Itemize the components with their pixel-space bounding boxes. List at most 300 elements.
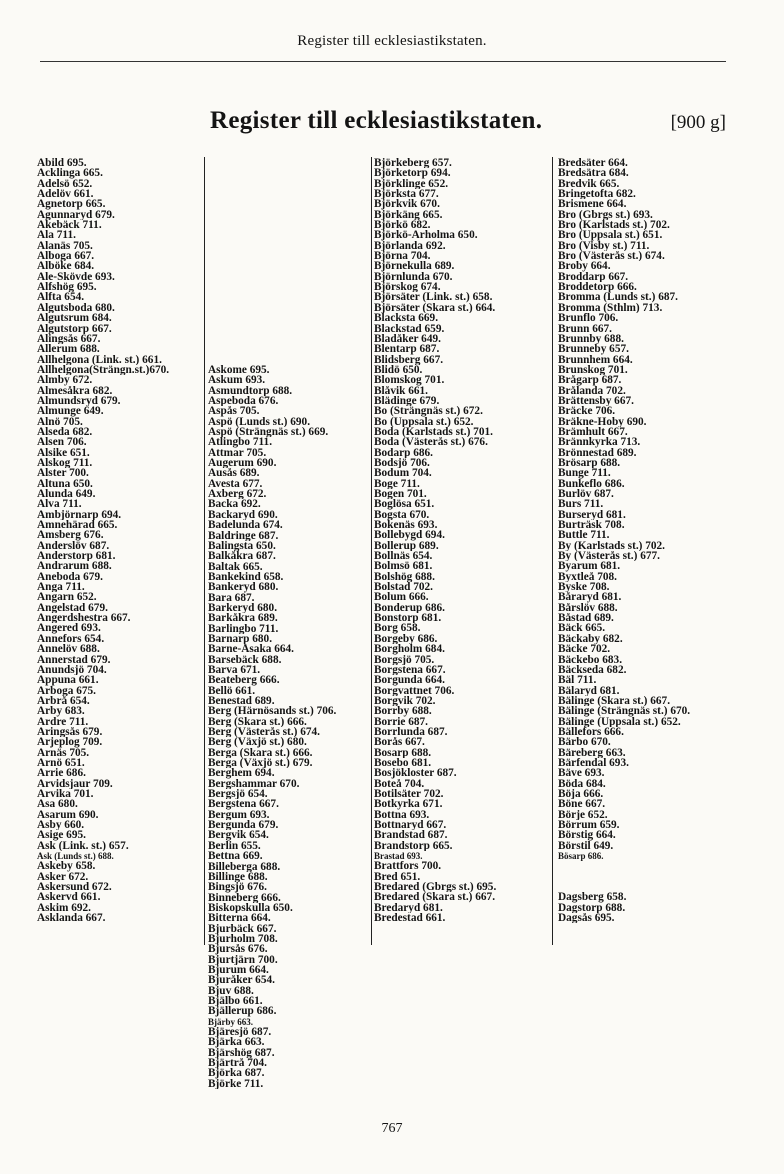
index-entry: Bjuv 688. [208,985,254,996]
index-entry: Bunge 711. [558,468,611,479]
index-entry: Bankekind 658. [208,571,284,583]
index-entry: Backa 692. [208,499,261,510]
index-entry: Asa 680. [37,799,78,810]
index-entry: Algutstorp 667. [37,323,112,334]
index-entry: Bodarp 686. [374,447,434,458]
index-entry: Alunda 649. [37,489,96,500]
index-entry: Bjuråker 654. [208,975,275,986]
index-entry: Björkö-Arholma 650. [374,230,478,241]
index-entry: Arby 683. [37,706,85,717]
index-entry: Askim 692. [37,902,91,914]
index-entry: Ale-Skövde 693. [37,271,115,283]
index-entry: Byxtleå 708. [558,571,617,583]
index-entry: Berga (Växjö st.) 679. [208,758,313,769]
index-entry: Almby 672. [37,375,93,386]
index-entry: Bärfendal 693. [558,757,629,769]
index-entry: Alsen 706. [37,437,87,448]
index-entry: Brännkyrka 713. [558,437,641,448]
index-entry: Algutsrum 684. [37,313,112,324]
index-entry: Boda (Västerås st.) 676. [374,437,488,448]
index-entry: Björksta 677. [374,189,439,200]
index-entry: Barva 671. [208,664,261,676]
index-entry: Allerum 688. [37,344,100,355]
index-entry: Askum 693. [208,375,266,386]
index-entry: Bredsäter 664. [558,158,628,169]
index-entry: Björsäter (Skara st.) 664. [374,302,496,314]
index-entry: Alster 700. [37,468,89,479]
index-entry: Bolmsö 681. [374,561,433,572]
index-entry: Annefors 654. [37,633,105,645]
index-entry: Benestad 689. [208,696,275,707]
index-entry: Bottnaryd 667. [374,820,447,831]
index-entry: Annelöv 688. [37,644,100,655]
index-entry: Bergvik 654. [208,830,269,841]
index-entry: Bollnäs 654. [374,551,433,562]
index-entry: Angarn 652. [37,592,97,603]
index-entry: Bottna 693. [374,809,430,820]
page-title: Register till ecklesiastikstaten. [210,107,543,134]
index-entry: Björnekulla 689. [374,261,455,272]
index-entry: Bolshög 688. [374,571,435,583]
index-entry: Bjällerup 686. [208,1006,277,1017]
index-entry: Bäckebo 683. [558,654,623,665]
index-entry: Byske 708. [558,582,610,593]
index-entry: Broby 664. [558,261,611,272]
index-entry: Burlöv 687. [558,489,614,500]
index-entry: Ala 711. [37,230,76,241]
index-entry: Almesåkra 682. [37,385,113,396]
index-entry: Dagsberg 658. [558,892,627,903]
index-entry: Biskopskulla 650. [208,902,293,914]
index-entry [558,872,758,882]
running-head: Register till ecklesiastikstaten. [297,33,487,49]
index-entry: Bolum 666. [374,592,429,603]
index-entry [558,861,758,871]
index-entry: Asige 695. [37,830,86,841]
index-entry: Alseda 682. [37,426,93,438]
index-entry: Barkåkra 689. [208,613,278,624]
index-entry: Blacksta 669. [374,313,439,324]
index-entry: Askervd 661. [37,892,101,903]
index-entry: Bälinge (Uppsala st.) 652. [558,716,681,727]
index-entry: Bjurum 664. [208,964,269,976]
index-entry: Alskog 711. [37,457,93,469]
index-entry: Angelstad 679. [37,602,108,614]
index-column-2 [208,158,376,1089]
page-number: 767 [381,1121,403,1136]
index-entry: Angered 693. [37,623,101,634]
index-entry: Bollebygd 694. [374,530,445,541]
index-entry: Bäck 665. [558,623,606,634]
index-entry: Brunflo 706. [558,313,619,324]
index-entry: Blentarp 687. [374,344,440,355]
index-entry: Adelsö 652. [37,178,93,190]
index-entry: Asker 672. [37,871,89,883]
index-entry: Bred 651. [374,871,421,883]
top-rule [40,61,726,62]
index-entry: Bonstorp 681. [374,613,442,624]
index-entry: Balingsta 650. [208,540,276,552]
index-entry: Anga 711. [37,582,85,593]
index-entry [558,882,758,892]
index-entry: Bjäresjö 687. [208,1027,272,1038]
index-entry: Allhelgona (Link. st.) 661. [37,354,162,365]
index-entry: Brandstorp 665. [374,840,453,852]
index-entry: Arnäs 705. [37,747,90,758]
index-entry: Brålanda 702. [558,385,626,396]
index-entry: Almundsryd 679. [37,395,121,407]
index-entry: Bro (Uppsala st.) 651. [558,230,663,241]
index-entry: Bjurbäck 667. [208,923,277,934]
column-rule [204,157,205,945]
index-entry: Bara 687. [208,592,255,603]
index-entry: Börstig 664. [558,830,616,841]
index-entry: Anderslöv 687. [37,540,110,552]
index-entry: Berg (Växjö st.) 680. [208,737,307,748]
index-entry: Borrie 687. [374,716,428,727]
index-entry: Bro (Västerås st.) 674. [558,251,665,262]
index-entry: Baltak 665. [208,561,263,572]
index-entry: Alboga 667. [37,251,95,262]
index-entry: Barkeryd 680. [208,602,278,614]
index-entry: Borgvattnet 706. [374,685,455,696]
index-entry: Brastad 693. [374,851,423,862]
column-rule [371,157,372,945]
index-entry: Bjärtrå 704. [208,1058,267,1069]
index-entry: Alanäs 705. [37,240,93,252]
index-entry: Askeby 658. [37,861,96,872]
index-entry: Attmar 705. [208,447,267,459]
index-entry: Bromma (Lunds st.) 687. [558,292,678,303]
index-entry: Bredared (Skara st.) 667. [374,892,496,903]
index-entry: Billinge 688. [208,871,268,883]
index-entry: Brunneby 657. [558,344,629,355]
index-entry: Broddarp 667. [558,271,629,283]
index-entry: Asby 660. [37,820,85,831]
index-entry: Brandstad 687. [374,830,448,841]
index-entry: Ardre 711. [37,716,89,727]
index-entry: Blomskog 701. [374,375,445,386]
index-entry: Ausås 689. [208,468,260,479]
index-entry: Brunnby 688. [558,333,624,345]
index-entry: Billeberga 688. [208,861,281,872]
index-entry: Brönnestad 689. [558,447,637,458]
index-entry: Arnö 651. [37,757,85,769]
index-entry: Brågarp 687. [558,375,622,386]
index-entry: Blidsberg 667. [374,354,444,365]
index-entry: Agnetorp 665. [37,199,106,210]
index-entry: Bjurholm 708. [208,933,278,945]
index-entry: Bokenäs 693. [374,520,438,531]
index-entry: Berga (Skara st.) 666. [208,747,313,759]
index-entry: Bredared (Gbrgs st.) 695. [374,882,497,893]
index-entry: Buttle 711. [558,530,610,541]
index-entry: Ask (Link. st.) 657. [37,840,129,852]
index-entry: Ask (Lunds st.) 688. [37,851,114,862]
index-entry: Allhelgona(Strängn.st.)670. [37,364,170,376]
index-entry: Arbrå 654. [37,695,90,707]
index-entry: Bredvik 665. [558,178,620,190]
index-entry: Berg (Västerås st.) 674. [208,727,320,738]
index-entry: Asarum 690. [37,809,99,820]
index-entry: Bjärby 663. [208,1016,253,1027]
index-entry: Brunnhem 664. [558,354,633,365]
index-entry: Brättensby 667. [558,395,634,407]
index-entry: Amsberg 676. [37,530,104,541]
index-entry: Bäcke 702. [558,644,611,655]
index-entry: Dagstorp 688. [558,902,626,914]
index-entry: Bergstena 667. [208,799,279,810]
index-entry: Borg 658. [374,623,421,634]
index-entry: Brösarp 688. [558,457,621,469]
index-entry: Andrarum 688. [37,561,112,572]
index-entry: Björsäter (Link. st.) 658. [374,292,493,303]
index-entry: Anundsjö 704. [37,664,107,676]
index-column-4 [558,158,758,923]
index-entry: Anderstorp 681. [37,551,116,562]
index-entry: Bälaryd 681. [558,685,620,696]
index-entry: Bankeryd 680. [208,582,279,593]
index-entry: Askome 695. [208,365,270,376]
index-entry: Beateberg 666. [208,675,280,686]
index-entry: Arvika 701. [37,788,94,800]
index-entry: Ambjörnarp 694. [37,509,122,521]
index-entry: Björketorp 694. [374,168,451,179]
index-entry: Blåvik 661. [374,385,428,396]
index-entry: Borgholm 684. [374,644,445,655]
index-entry: Bro (Karlstads st.) 702. [558,220,670,231]
index-entry: Bosarp 688. [374,747,432,758]
index-entry: Broddetorp 666. [558,282,637,293]
index-entry: Bredaryd 681. [374,902,443,914]
section-mark: [900 g] [670,112,726,133]
index-entry: Aringsås 679. [37,726,103,738]
index-entry: Bjurtjärn 700. [208,954,278,965]
index-entry: Borgsjö 705. [374,654,435,665]
index-entry: Bäckseda 682. [558,664,627,676]
index-entry: Binneberg 666. [208,892,281,903]
index-entry: Aspö (Lunds st.) 690. [208,416,311,428]
index-entry: Björlanda 692. [374,240,446,252]
index-entry: Böne 667. [558,799,606,810]
index-entry: Bro (Visby st.) 711. [558,240,650,252]
index-entry: Alfta 654. [37,292,85,303]
index-entry: Böda 684. [558,778,606,789]
index-entry: Asklanda 667. [37,913,106,924]
index-entry: Alingsås 667. [37,333,101,345]
index-entry: Berlin 655. [208,840,261,852]
index-entry: Brattfors 700. [374,861,442,872]
index-entry: Boteå 704. [374,778,425,789]
index-entry: Berghem 694. [208,768,275,779]
index-entry: Arjeplog 709. [37,737,103,748]
index-entry: Askersund 672. [37,882,112,893]
index-entry: Båraryd 681. [558,592,622,603]
index-entry: Burseryd 681. [558,509,626,521]
index-entry: Blackstad 659. [374,323,445,334]
index-entry: Alböke 684. [37,261,95,272]
index-entry: Agunnaryd 679. [37,209,115,221]
index-entry: Björklinge 652. [374,178,449,190]
index-entry: Bodum 704. [374,468,432,479]
index-entry: Bälinge (Skara st.) 667. [558,695,671,707]
index-entry: Arvidsjaur 709. [37,778,113,789]
index-entry: Berg (Härnösands st.) 706. [208,706,337,717]
index-entry: Bosjökloster 687. [374,768,457,779]
index-entry: Akebäck 711. [37,220,102,231]
index-entry: Bettna 669. [208,851,263,862]
index-entry: Backaryd 690. [208,509,278,521]
index-entry: Aspö (Strängnäs st.) 669. [208,427,329,438]
index-entry: Bräkne-Hoby 690. [558,416,647,427]
index-entry: Borgeby 686. [374,633,438,645]
index-column-1 [37,158,200,923]
index-entry: Boda (Karlstads st.) 701. [374,426,493,438]
index-entry: Bäve 693. [558,768,605,779]
index-entry: Bo (Uppsala st.) 652. [374,416,474,427]
index-entry: Blidö 650. [374,364,423,376]
index-entry: Almunge 649. [37,406,104,417]
index-entry: Bösarp 686. [558,851,604,862]
index-entry: Botkyrka 671. [374,799,443,810]
index-entry: Barne-Åsaka 664. [208,644,294,655]
index-entry: Bellö 661. [208,685,256,696]
index-entry: Boglösa 651. [374,499,435,510]
index-entry: Alnö 705. [37,416,83,427]
index-entry: Bergshammar 670. [208,778,300,790]
index-entry: Björke 711. [208,1078,264,1090]
index-entry: Bingsjö 676. [208,882,268,893]
index-entry: Berg (Skara st.) 666. [208,716,307,728]
index-entry: Burträsk 708. [558,520,625,531]
index-entry: Borrlunda 687. [374,726,448,738]
index-entry: Bjälbo 661. [208,995,263,1007]
index-entry: Borgvik 702. [374,695,436,707]
index-entry: Björka 687. [208,1068,265,1079]
index-entry: Bredestad 661. [374,913,446,924]
index-entry: Björkvik 670. [374,199,440,210]
index-entry: Burs 711. [558,499,604,510]
index-entry: Björkeberg 657. [374,158,452,169]
index-entry: Adelöv 661. [37,189,94,200]
index-entry: Björnlunda 670. [374,271,453,283]
index-entry: Bredsätra 684. [558,168,629,179]
index-entry: Borrby 688. [374,706,432,717]
index-entry: Borås 667. [374,737,425,748]
index-entry: Brunn 667. [558,323,612,334]
index-entry: Blädinge 679. [374,395,440,407]
index-entry: Bjursås 676. [208,944,268,955]
index-entry: Bollerup 689. [374,540,439,552]
index-entry: Amnehärad 665. [37,520,118,531]
index-entry: Aspeboda 676. [208,396,279,407]
index-entry: Angerdshestra 667. [37,613,131,624]
index-entry: Bunkeflo 686. [558,478,625,489]
index-entry: Barsebäck 688. [208,654,282,665]
index-entry: Bjärka 663. [208,1037,265,1048]
index-entry: Bäckaby 682. [558,633,623,645]
index-entry: Badelunda 674. [208,520,283,531]
index-entry: Börrum 659. [558,820,620,831]
index-entry: Bro (Gbrgs st.) 693. [558,209,653,221]
index-entry: Bo (Strängnäs st.) 672. [374,406,483,417]
index-entry: Augerum 690. [208,458,277,469]
index-entry: Björna 704. [374,251,431,262]
index-entry: Arboga 675. [37,685,96,696]
index-entry: Bodsjö 706. [374,457,430,469]
index-entry: Brunskog 701. [558,364,628,376]
index-entry: Bäl 711. [558,675,597,686]
index-column-3 [374,158,550,923]
index-entry: Bergunda 679. [208,820,279,831]
index-entry: Barnarp 680. [208,633,273,645]
index-entry: Brämhult 667. [558,426,628,438]
index-entry: Dagsås 695. [558,913,615,924]
index-entry: Altuna 650. [37,478,93,489]
index-entry: Arrie 686. [37,768,86,779]
index-entry: Alsike 651. [37,447,90,458]
index-entry: Annerstad 679. [37,654,111,665]
index-entry: Börje 652. [558,809,608,820]
index-entry: Acklinga 665. [37,168,103,179]
index-entry: Bergum 693. [208,809,270,821]
index-entry: Björskog 674. [374,282,441,293]
index-entry: Boge 711. [374,478,420,489]
index-entry: Börstil 649. [558,840,614,852]
index-entry: Appuna 661. [37,675,99,686]
index-entry: Abild 695. [37,158,87,169]
index-entry: Båstad 689. [558,613,614,624]
index-entry: Bälinge (Strängnäs st.) 670. [558,706,691,717]
index-entry: Bromma (Sthlm) 713. [558,302,663,314]
index-entry: Algutsboda 680. [37,302,115,314]
index-entry: Bjärshög 687. [208,1047,275,1059]
index-entry: Atlingbo 711. [208,437,273,448]
index-entry: Böja 666. [558,788,604,800]
index-entry: Avesta 677. [208,478,263,490]
column-rule [552,157,553,945]
index-entry: Bäreberg 663. [558,747,626,758]
index-entry: Björkäng 665. [374,209,443,221]
index-entry: Bolstad 702. [374,582,434,593]
index-entry: Bitterna 664. [208,913,271,924]
index-entry: Björkö 682. [374,220,431,231]
index-entry: Bräcke 706. [558,406,616,417]
index-entry: Aspås 705. [208,406,260,417]
index-entry: Alva 711. [37,499,82,510]
index-entry: Bogen 701. [374,489,427,500]
index-entry: Bonderup 686. [374,602,445,614]
index-entry: Bosebo 681. [374,757,432,769]
index-entry: Brismene 664. [558,199,627,210]
index-entry: Aneboda 679. [37,571,103,583]
index-entry: Axberg 672. [208,489,267,500]
index-entry: Bergsjö 654. [208,789,268,800]
index-entry: Borgunda 664. [374,675,445,686]
index-entry: Asmundtorp 688. [208,385,293,397]
index-entry: By (Karlstads st.) 702. [558,540,666,552]
index-entry: Bårslöv 688. [558,602,618,614]
index-entry: Barlingbo 711. [208,623,279,634]
index-entry: Balkåkra 687. [208,551,276,562]
index-entry: Bärbo 670. [558,737,611,748]
index-entry: Bogsta 670. [374,509,430,521]
index-entry: Byarum 681. [558,561,621,572]
index-entry: Bällefors 666. [558,726,624,738]
index-entry: Bladåker 649. [374,333,441,345]
index-entry: Bringetofta 682. [558,189,636,200]
index-entry: By (Västerås st.) 677. [558,551,660,562]
